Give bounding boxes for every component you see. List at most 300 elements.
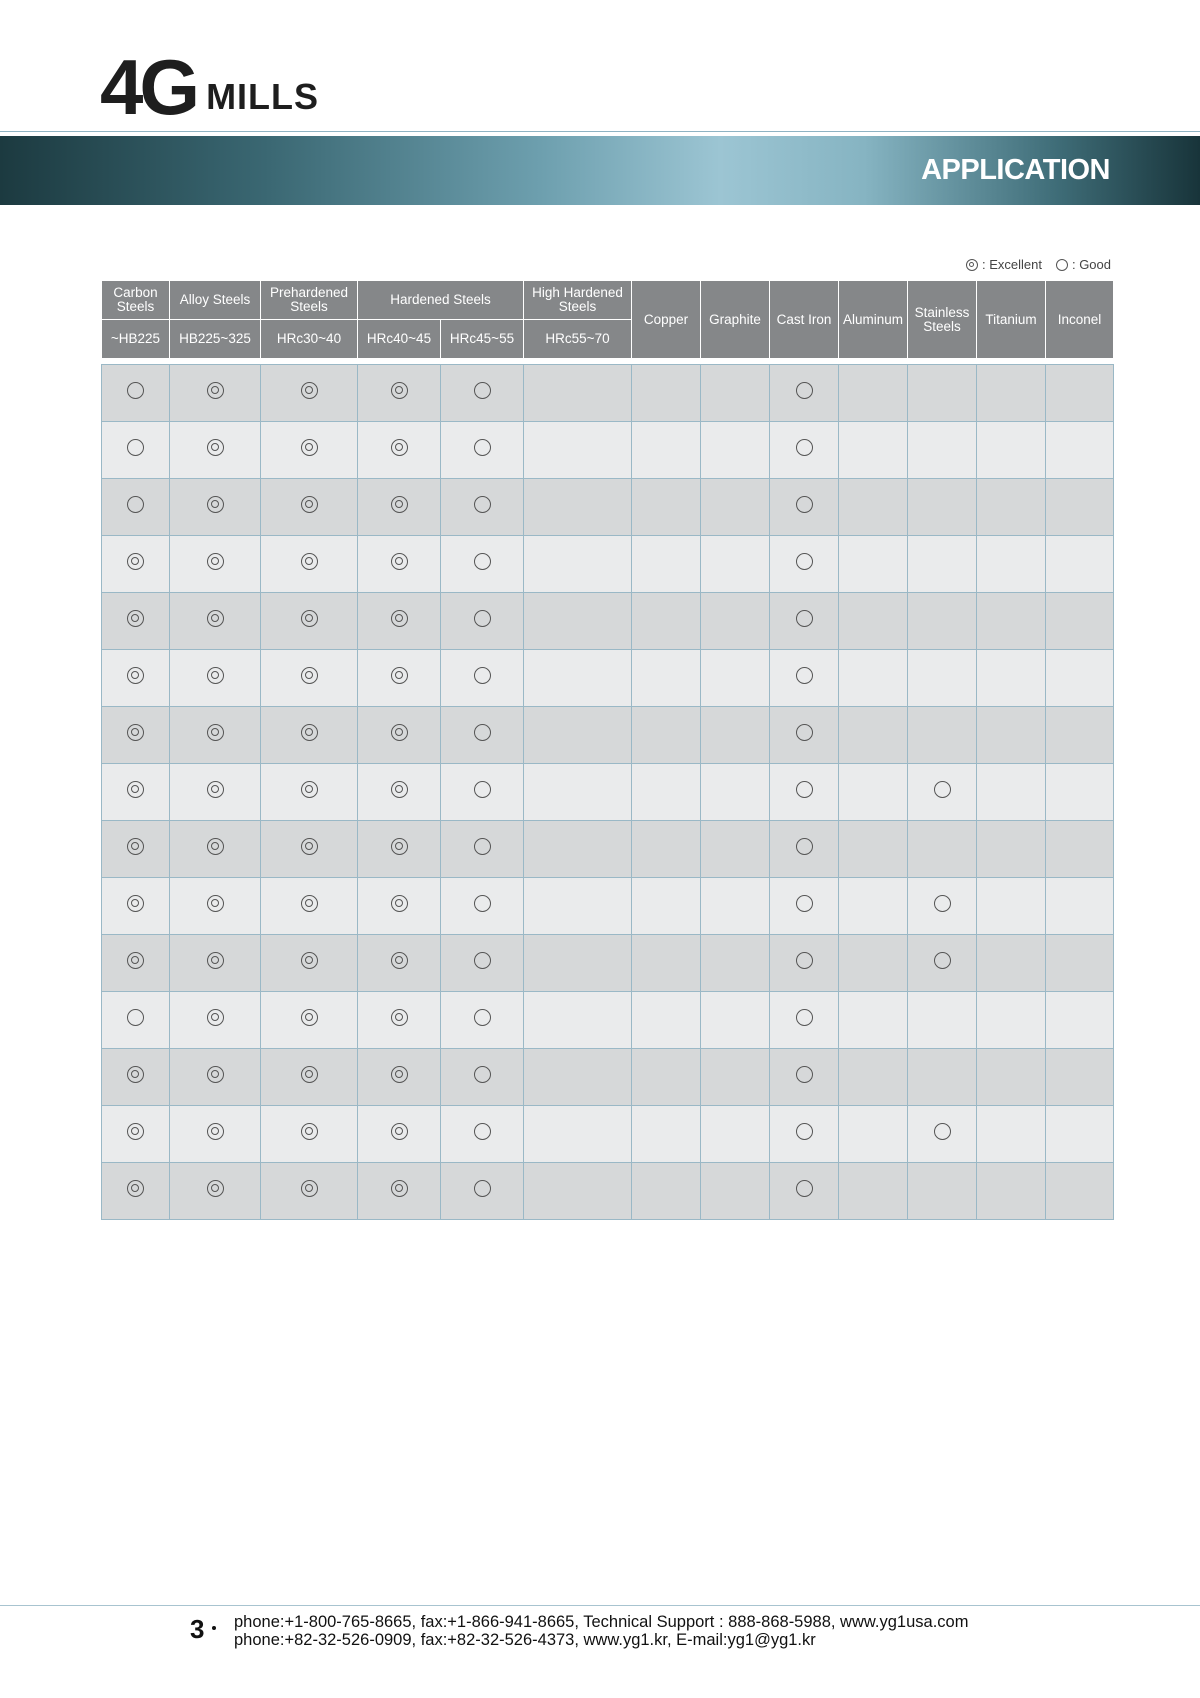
double-circle-icon (127, 553, 144, 570)
circle-icon (474, 553, 491, 570)
table-cell (524, 878, 632, 935)
circle-icon (474, 724, 491, 741)
top-divider (0, 131, 1200, 132)
table-cell (839, 593, 908, 650)
double-circle-icon (391, 1123, 408, 1140)
legend-good (1056, 257, 1111, 272)
table-cell (632, 1106, 701, 1163)
table-cell (701, 992, 770, 1049)
table-cell (261, 650, 358, 707)
table-cell (839, 1163, 908, 1220)
double-circle-icon (391, 895, 408, 912)
circle-icon (474, 1180, 491, 1197)
table-cell (358, 935, 441, 992)
double-circle-icon (207, 724, 224, 741)
table-cell (102, 707, 170, 764)
double-circle-icon (301, 610, 318, 627)
table-cell (701, 1163, 770, 1220)
double-circle-icon (127, 724, 144, 741)
circle-icon (796, 553, 813, 570)
table-cell (1046, 1163, 1114, 1220)
table-cell (908, 992, 977, 1049)
table-cell (524, 650, 632, 707)
table-cell (170, 365, 261, 422)
double-circle-icon (301, 781, 318, 798)
double-circle-icon (207, 610, 224, 627)
header-alloy-steels: Alloy Steels (170, 281, 261, 320)
table-cell (977, 1163, 1046, 1220)
table-cell (770, 707, 839, 764)
table-cell (632, 821, 701, 878)
table-row (102, 536, 1114, 593)
table-cell (839, 1106, 908, 1163)
table-cell (524, 992, 632, 1049)
page-number: 3 (190, 1614, 205, 1644)
table-cell (770, 821, 839, 878)
table-row (102, 878, 1114, 935)
table-row (102, 422, 1114, 479)
table-cell (1046, 707, 1114, 764)
table-cell (170, 1106, 261, 1163)
circle-icon (796, 439, 813, 456)
double-circle-icon (391, 1009, 408, 1026)
table-cell (632, 365, 701, 422)
table-cell (839, 764, 908, 821)
table-cell (441, 1163, 524, 1220)
table-cell (358, 422, 441, 479)
table-cell (102, 365, 170, 422)
table-cell (358, 1106, 441, 1163)
table-row (102, 992, 1114, 1049)
double-circle-icon (207, 1180, 224, 1197)
table-cell (1046, 821, 1114, 878)
header-high-hardened-hardness: HRc55~70 (524, 320, 632, 359)
table-cell (839, 935, 908, 992)
double-circle-icon (301, 952, 318, 969)
table-cell (102, 935, 170, 992)
double-circle-icon (301, 724, 318, 741)
table-cell (701, 764, 770, 821)
table-cell (441, 593, 524, 650)
double-circle-icon (207, 838, 224, 855)
table-cell (102, 1049, 170, 1106)
double-circle-icon (301, 895, 318, 912)
circle-icon (474, 952, 491, 969)
header-prehardened-hardness: HRc30~40 (261, 320, 358, 359)
table-cell (441, 935, 524, 992)
table-row (102, 1163, 1114, 1220)
footer-divider (0, 1605, 1200, 1606)
circle-icon (796, 1066, 813, 1083)
table-row (102, 365, 1114, 422)
contact-line-2: phone:+82-32-526-0909, fax:+82-32-526-4373, www.yg1.kr, E-mail:yg1@yg1.kr (234, 1631, 816, 1649)
table-cell (701, 365, 770, 422)
table-row (102, 935, 1114, 992)
table-cell (524, 764, 632, 821)
table-cell (908, 650, 977, 707)
double-circle-icon (391, 838, 408, 855)
circle-icon (474, 1123, 491, 1140)
contact-info (234, 1613, 968, 1649)
table-cell (977, 764, 1046, 821)
circle-icon (796, 667, 813, 684)
table-cell (1046, 479, 1114, 536)
table-cell (632, 536, 701, 593)
table-cell (770, 878, 839, 935)
legend (966, 257, 1111, 272)
table-row (102, 479, 1114, 536)
table-row (102, 593, 1114, 650)
table-cell (770, 1049, 839, 1106)
table-cell (839, 365, 908, 422)
application-table (101, 280, 1114, 1220)
table-cell (524, 707, 632, 764)
table-cell (770, 992, 839, 1049)
table-cell (524, 536, 632, 593)
table-cell (524, 935, 632, 992)
table-cell (261, 1163, 358, 1220)
header-hardened-hardness-2: HRc45~55 (441, 320, 524, 359)
table-cell (358, 707, 441, 764)
table-cell (770, 650, 839, 707)
table-cell (908, 707, 977, 764)
table-cell (441, 1049, 524, 1106)
table-cell (977, 707, 1046, 764)
table-cell (908, 536, 977, 593)
table-cell (977, 1049, 1046, 1106)
table-cell (261, 707, 358, 764)
header-graphite: Graphite (701, 281, 770, 359)
header-aluminum: Aluminum (839, 281, 908, 359)
table-cell (977, 821, 1046, 878)
header-hardened-steels: Hardened Steels (358, 281, 524, 320)
table-cell (977, 878, 1046, 935)
table-cell (908, 764, 977, 821)
table-cell (102, 764, 170, 821)
table-cell (908, 365, 977, 422)
table-cell (770, 479, 839, 536)
table-cell (908, 1049, 977, 1106)
circle-icon (796, 1180, 813, 1197)
table-cell (170, 707, 261, 764)
table-cell (701, 1049, 770, 1106)
table-cell (1046, 1049, 1114, 1106)
circle-icon (474, 382, 491, 399)
double-circle-icon (127, 895, 144, 912)
circle-icon (474, 838, 491, 855)
table-cell (441, 821, 524, 878)
double-circle-icon (301, 1123, 318, 1140)
contact-line-1: phone:+1-800-765-8665, fax:+1-866-941-8665, Technical Support : 888-868-5988, www.yg1usa.com (234, 1613, 969, 1631)
table-cell (908, 479, 977, 536)
table-cell (358, 1049, 441, 1106)
double-circle-icon (127, 610, 144, 627)
table-cell (261, 365, 358, 422)
table-row (102, 821, 1114, 878)
table-cell (1046, 764, 1114, 821)
table-cell (261, 764, 358, 821)
double-circle-icon (391, 553, 408, 570)
table-cell (839, 878, 908, 935)
double-circle-icon (207, 1066, 224, 1083)
table-cell (441, 707, 524, 764)
circle-icon (474, 439, 491, 456)
table-cell (632, 1163, 701, 1220)
table-cell (170, 935, 261, 992)
table-cell (170, 764, 261, 821)
table-cell (701, 422, 770, 479)
double-circle-icon (207, 496, 224, 513)
circle-icon (796, 781, 813, 798)
double-circle-icon (391, 1180, 408, 1197)
table-cell (977, 1106, 1046, 1163)
table-row (102, 764, 1114, 821)
double-circle-icon (207, 895, 224, 912)
table-cell (524, 479, 632, 536)
circle-icon (796, 1123, 813, 1140)
header-prehardened-steels: Prehardened Steels (261, 281, 358, 320)
table-cell (524, 821, 632, 878)
table-cell (358, 821, 441, 878)
header-hardened-hardness-1: HRc40~45 (358, 320, 441, 359)
table-cell (358, 1163, 441, 1220)
double-circle-icon (127, 1123, 144, 1140)
table-cell (632, 764, 701, 821)
table-cell (632, 650, 701, 707)
table-cell (102, 878, 170, 935)
table-cell (170, 992, 261, 1049)
table-cell (770, 764, 839, 821)
table-cell (1046, 935, 1114, 992)
double-circle-icon (966, 259, 978, 271)
table-cell (701, 650, 770, 707)
table-cell (1046, 992, 1114, 1049)
table-cell (102, 1106, 170, 1163)
table-cell (632, 422, 701, 479)
table-cell (908, 935, 977, 992)
table-cell (261, 878, 358, 935)
table-cell (441, 479, 524, 536)
circle-icon (474, 781, 491, 798)
table-cell (441, 365, 524, 422)
table-cell (977, 593, 1046, 650)
table-cell (441, 422, 524, 479)
table-cell (170, 878, 261, 935)
double-circle-icon (207, 553, 224, 570)
double-circle-icon (207, 439, 224, 456)
table-cell (524, 1106, 632, 1163)
table-cell (1046, 422, 1114, 479)
table-cell (632, 707, 701, 764)
table-cell (358, 650, 441, 707)
table-cell (441, 764, 524, 821)
table-cell (701, 479, 770, 536)
table-cell (770, 422, 839, 479)
header-inconel: Inconel (1046, 281, 1114, 359)
header-carbon-hardness: ~HB225 (102, 320, 170, 359)
table-cell (632, 878, 701, 935)
circle-icon (796, 952, 813, 969)
table-cell (441, 650, 524, 707)
table-cell (524, 365, 632, 422)
double-circle-icon (301, 667, 318, 684)
double-circle-icon (391, 496, 408, 513)
table-cell (170, 593, 261, 650)
table-cell (770, 935, 839, 992)
table-cell (632, 479, 701, 536)
table-cell (839, 707, 908, 764)
circle-icon (127, 439, 144, 456)
double-circle-icon (301, 553, 318, 570)
table-cell (261, 422, 358, 479)
circle-icon (796, 838, 813, 855)
table-cell (701, 821, 770, 878)
table-cell (261, 479, 358, 536)
header-stainless-steels: Stainless Steels (908, 281, 977, 359)
double-circle-icon (127, 667, 144, 684)
double-circle-icon (207, 781, 224, 798)
circle-icon (127, 1009, 144, 1026)
table-row (102, 650, 1114, 707)
table-cell (839, 536, 908, 593)
table-cell (441, 878, 524, 935)
table-cell (632, 1049, 701, 1106)
table-cell (977, 422, 1046, 479)
double-circle-icon (127, 1180, 144, 1197)
table-cell (524, 1163, 632, 1220)
circle-icon (474, 610, 491, 627)
double-circle-icon (301, 838, 318, 855)
circle-icon (474, 667, 491, 684)
legend-good-label: : Good (1071, 257, 1111, 272)
table-cell (977, 536, 1046, 593)
table-cell (908, 1106, 977, 1163)
banner-title: APPLICATION (921, 154, 1110, 186)
double-circle-icon (301, 1066, 318, 1083)
table-cell (839, 479, 908, 536)
table-cell (261, 536, 358, 593)
table-cell (170, 650, 261, 707)
double-circle-icon (301, 496, 318, 513)
table-cell (170, 422, 261, 479)
table-cell (1046, 536, 1114, 593)
table-cell (908, 422, 977, 479)
table-cell (358, 479, 441, 536)
double-circle-icon (207, 382, 224, 399)
circle-icon (474, 1066, 491, 1083)
table-cell (701, 593, 770, 650)
table-cell (1046, 650, 1114, 707)
double-circle-icon (207, 1123, 224, 1140)
circle-icon (474, 1009, 491, 1026)
table-cell (358, 365, 441, 422)
table-cell (102, 821, 170, 878)
table-cell (701, 935, 770, 992)
table-cell (102, 536, 170, 593)
table-row (102, 1106, 1114, 1163)
table-cell (701, 707, 770, 764)
logo-mark-text: 4G (100, 43, 197, 131)
double-circle-icon (207, 952, 224, 969)
table-cell (102, 650, 170, 707)
table-cell (977, 650, 1046, 707)
table-cell (102, 1163, 170, 1220)
circle-icon (934, 781, 951, 798)
table-cell (977, 992, 1046, 1049)
table-cell (358, 593, 441, 650)
table-cell (170, 1049, 261, 1106)
table-cell (770, 1163, 839, 1220)
table-cell (261, 992, 358, 1049)
logo-mills-text: MILLS (206, 76, 320, 117)
header-cast-iron: Cast Iron (770, 281, 839, 359)
table-cell (1046, 593, 1114, 650)
table-cell (632, 593, 701, 650)
table-cell (770, 1106, 839, 1163)
legend-excellent-label: : Excellent (981, 257, 1042, 272)
table-cell (908, 878, 977, 935)
circle-icon (127, 496, 144, 513)
table-cell (441, 1106, 524, 1163)
table-cell (261, 593, 358, 650)
double-circle-icon (207, 667, 224, 684)
double-circle-icon (391, 781, 408, 798)
header-alloy-hardness: HB225~325 (170, 320, 261, 359)
table-cell (358, 536, 441, 593)
logo-mark (100, 43, 197, 131)
table-cell (524, 422, 632, 479)
double-circle-icon (391, 439, 408, 456)
double-circle-icon (391, 667, 408, 684)
table-cell (977, 479, 1046, 536)
table-cell (524, 593, 632, 650)
legend-excellent (966, 257, 1042, 272)
circle-icon (474, 895, 491, 912)
table-cell (977, 365, 1046, 422)
table-cell (1046, 878, 1114, 935)
application-table-wrap (101, 280, 1113, 1220)
table-cell (441, 992, 524, 1049)
table-cell (839, 650, 908, 707)
double-circle-icon (301, 382, 318, 399)
double-circle-icon (207, 1009, 224, 1026)
circle-icon (1056, 259, 1068, 271)
table-cell (839, 422, 908, 479)
double-circle-icon (301, 439, 318, 456)
double-circle-icon (127, 781, 144, 798)
table-cell (839, 1049, 908, 1106)
table-cell (170, 1163, 261, 1220)
table-cell (1046, 365, 1114, 422)
table-cell (261, 1049, 358, 1106)
table-cell (170, 536, 261, 593)
double-circle-icon (391, 952, 408, 969)
table-cell (701, 536, 770, 593)
table-cell (632, 992, 701, 1049)
table-row (102, 707, 1114, 764)
table-cell (770, 365, 839, 422)
double-circle-icon (127, 952, 144, 969)
header-carbon-steels: Carbon Steels (102, 281, 170, 320)
table-cell (839, 821, 908, 878)
double-circle-icon (301, 1009, 318, 1026)
circle-icon (934, 895, 951, 912)
table-cell (102, 992, 170, 1049)
double-circle-icon (127, 1066, 144, 1083)
circle-icon (474, 496, 491, 513)
double-circle-icon (391, 1066, 408, 1083)
header-copper: Copper (632, 281, 701, 359)
